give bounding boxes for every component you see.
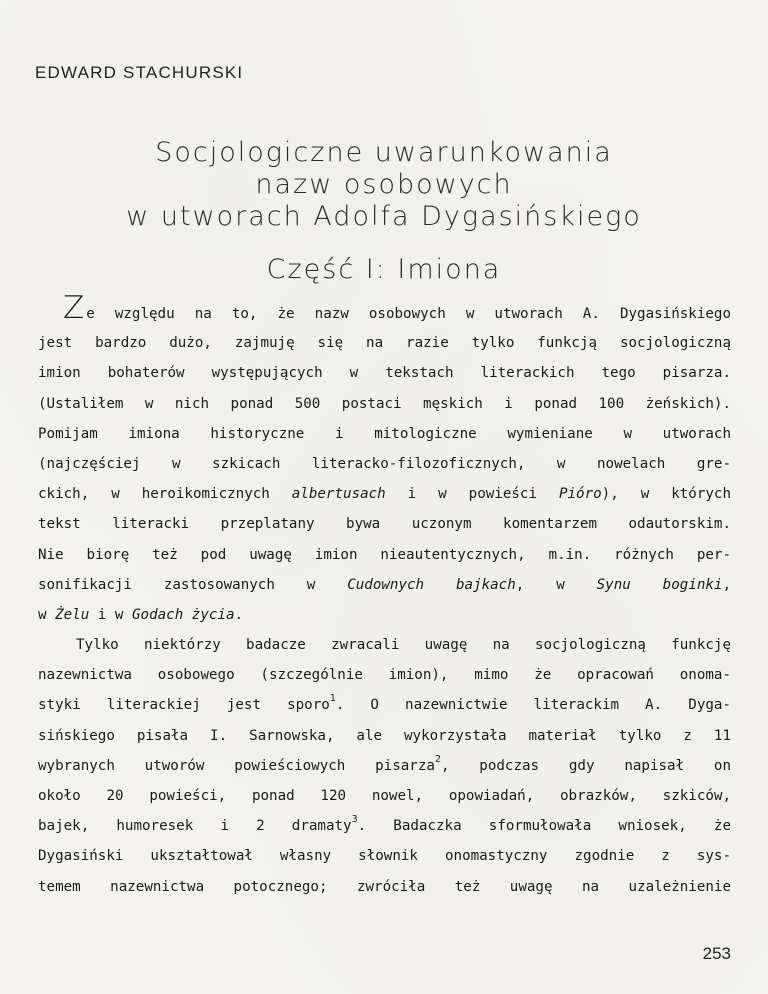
italic-title: Cudownych bajkach [347,576,516,593]
text-line-2: jest bardzo dużo, zajmuję się na razie tylko funkcją socjologiczną [38,335,731,352]
author-name: EDWARD STACHURSKI [35,63,244,82]
text-line-17: około 20 powieści, ponad 120 nowel, opowiadań, obrazków, szkiców, [38,788,731,804]
italic-title: Synu boginki [596,576,723,593]
article-title [0,137,768,286]
italic-title: Żelu [55,606,90,623]
text-line-12: Tylko niektórzy badacze zwracali uwagę na socjologiczną funkcję [76,637,731,654]
page-number: 253 [702,944,731,963]
text-line-1: e względu na to, że nazw osobowych w utworach A. Dygasińskiego [86,306,731,322]
footnote-ref-1: 1 [329,693,336,705]
drop-cap: Z [63,290,85,326]
text-line [38,290,731,328]
text-line-3: imion bohaterów występujących w tekstach literackich tego pisarza. [38,365,731,382]
title-line-3: w utworach Adolfa Dygasińskiego [126,201,642,232]
text-line-10: sonifikacji zastosowanych w Cudownych bajkach, w Synu boginki, [38,576,732,593]
title-line-1: Socjologiczne uwarunkowania [155,137,613,168]
text-line-11: w Żelu i w Godach życia. [38,606,244,623]
text-line-8: tekst literacki przeplatany bywa uczonym komentarzem odautorskim. [38,516,731,533]
italic-title: Pióro [558,486,602,503]
footnote-ref-2: 2 [434,753,441,765]
text-line-18: bajek, humoresek i 2 dramaty$^3$. Badaczka sformułowała wniosek, że [38,814,731,835]
body-text [38,290,732,902]
title-line-2: nazw osobowych [255,169,513,200]
text-line-9: Nie biorę też pod uwagę imion nieautentycznych, m.in. różnych per- [38,546,731,563]
text-line-20: temem nazewnictwa potocznego; zwróciła też uwagę na uzależnienie [38,878,731,895]
text-line-5: Pomijam imiona historyczne i mitologiczne wymieniane w utworach [38,425,731,442]
text-line-6: (najczęściej w szkicach literacko-filozoficznych, w nowelach gre- [38,455,731,472]
text-line-4: (Ustaliłem w nich ponad 500 postaci męskich i ponad 100 żeńskich). [38,395,731,412]
article-subtitle: Część I: Imiona [266,254,502,285]
text-line-16: wybranych utworów powieściowych pisarza$^2$, podczas gdy napisał on [38,753,732,774]
text-line-7: ckich, w heroikomicznych albertusach i w powieści Pióro), w których [38,486,731,503]
text-line-15: sińskiego pisała I. Sarnowska, ale wykorzystała materiał tylko z 11 [38,727,731,744]
text-line-19: Dygasiński ukształtował własny słownik onomastyczny zgodnie z sys- [38,848,731,865]
text-line-14: styki literackiej jest sporo$^1$. O nazewnictwie literackim A. Dyga- [38,693,731,714]
italic-title: albertusach [291,486,386,503]
footnote-ref-3: 3 [351,814,358,826]
text-line-13: nazewnictwa osobowego (szczególnie imion), mimo że opracowań onoma- [38,667,731,684]
italic-title: Godach życia [131,606,235,623]
